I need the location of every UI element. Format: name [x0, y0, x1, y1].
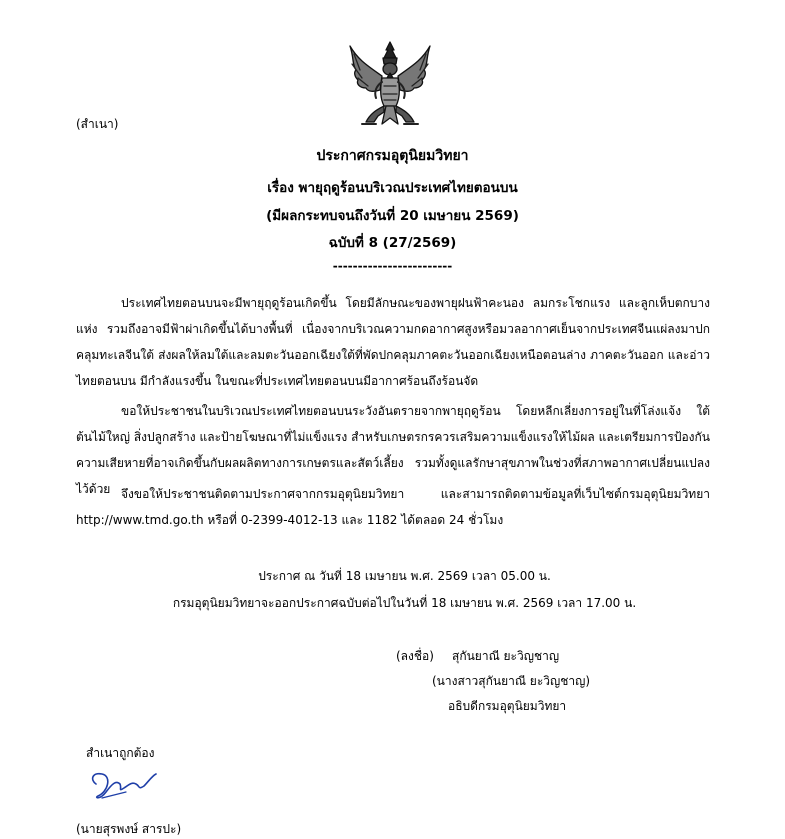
body-paragraph-2-text: ขอให้ประชาชนในบริเวณประเทศไทยตอนบนระวังอันตรายจากพายุฤดูร้อน โดยหลีกเลี่ยงการอยู่ในที่โล่งแจ้ง ใต้ต้นไม้ใหญ่ สิ่งปลูกสร้าง และป้ายโฆษณาที่ไม่แข็งแรง สำหรับเกษตรกรควรเสริมความแข็งแรงให้ไม้ผล และเตรียมการป้องกันความเสียหายที่อาจเกิดขึ้นกับผลผลิตทางการเกษตรและสัตว์เลี้ยง รวมทั้งดูแลรักษาสุขภาพในช่วงที่สภาพอากาศเปลี่ยนแปลงไว้ด้วย [76, 404, 710, 496]
doc-issue: ฉบับที่ 8 (27/2569) [328, 235, 457, 251]
garuda-emblem [346, 40, 434, 130]
certified-signature [86, 762, 166, 806]
handwritten-signature-icon [86, 762, 166, 806]
doc-effect: (มีผลกระทบจนถึงวันที่ 20 เมษายน 2569) [266, 208, 519, 224]
signatory-full-name: (นางสาวสุกันยาณี ยะวิญชาญ) [432, 674, 591, 688]
announce-next-line: กรมอุตุนิยมวิทยาจะออกประกาศฉบับต่อไปในวันที่ 18 เมษายน พ.ศ. 2569 เวลา 17.00 น. [172, 596, 637, 610]
copy-mark: (สำเนา) [76, 117, 119, 131]
doc-subject: เรื่อง พายุฤดูร้อนบริเวณประเทศไทยตอนบน [267, 180, 518, 196]
signatory-position: อธิบดีกรมอุตุนิยมวิทยา [448, 699, 567, 713]
body-paragraph-1 [76, 290, 710, 394]
announce-date-line: ประกาศ ณ วันที่ 18 เมษายน พ.ศ. 2569 เวลา 05.00 น. [258, 569, 551, 583]
header-divider: ------------------------ [332, 259, 453, 273]
signed-label: (ลงชื่อ) [396, 649, 434, 663]
certified-label: สำเนาถูกต้อง [86, 746, 155, 760]
doc-title: ประกาศกรมอุตุนิยมวิทยา [316, 148, 469, 164]
certified-name: (นายสุรพงษ์ สารปะ) [76, 822, 182, 836]
body-paragraph-3-text: จึงขอให้ประชาชนติดตามประกาศจากกรมอุตุนิยมวิทยา และสามารถติดตามข้อมูลที่เว็บไซต์กรมอุตุนิยมวิทยา http://www.tmd.go.th หรือที่ 0-2399-4012-13 และ 1182 ได้ตลอด 24 ชั่วโมง [76, 487, 710, 527]
signed-name: สุกันยาณี ยะวิญชาญ [452, 649, 560, 663]
body-paragraph-3 [76, 481, 710, 533]
garuda-emblem-icon [346, 40, 434, 130]
body-paragraph-1-text: ประเทศไทยตอนบนจะมีพายุฤดูร้อนเกิดขึ้น โดยมีลักษณะของพายุฝนฟ้าคะนอง ลมกระโชกแรง และลูกเห็บตกบางแห่ง รวมถึงอาจมีฟ้าผ่าเกิดขึ้นได้บางพื้นที่ เนื่องจากบริเวณความกดอากาศสูงหรือมวลอากาศเย็นจากประเทศจีนแผ่ลงมาปกคลุมทะเลจีนใต้ ส่งผลให้ลมใต้และลมตะวันออกเฉียงใต้ที่พัดปกคลุมภาคตะวันออกเฉียงเหนือตอนล่าง ภาคตะวันออก และอ่าวไทยตอนบน มีกำลังแรงขึ้น ในขณะที่ประเทศไทยตอนบนมีอากาศร้อนถึงร้อนจัด [76, 296, 710, 388]
